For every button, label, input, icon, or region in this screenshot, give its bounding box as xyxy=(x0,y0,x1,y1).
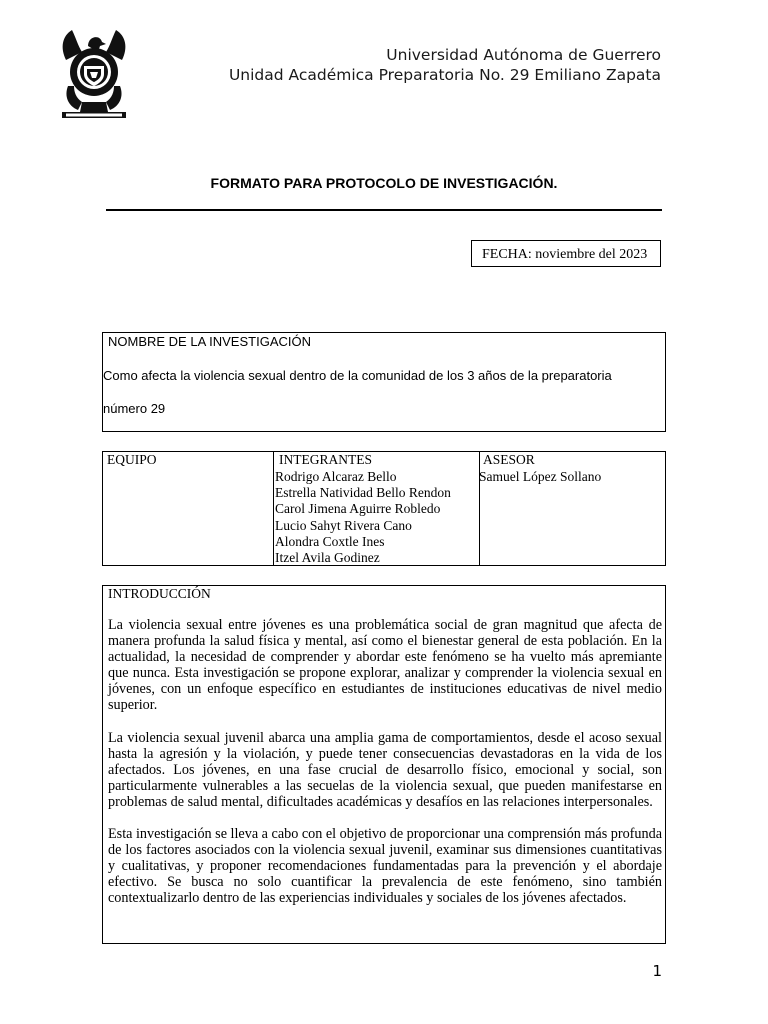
research-name-box xyxy=(102,332,666,432)
member-name: Estrella Natividad Bello Rendon xyxy=(275,485,451,501)
introduction-paragraph: La violencia sexual juvenil abarca una amplia gama de comportamientos, desde el acoso sexual hasta la agresión y la violación, y puede tener consecuencias devastadoras en la vida de los afectados. Los jóvenes, en una fase crucial de desarrollo físico, emocional y social, son particularmente vulnerables a las secuelas de la violencia sexual, que pueden manifestarse en problemas de salud mental, dificultades académicas y desafíos en las relaciones interpersonales. xyxy=(108,729,662,810)
member-name: Lucio Sahyt Rivera Cano xyxy=(275,517,412,533)
university-name: Universidad Autónoma de Guerrero xyxy=(386,46,661,64)
member-name: Itzel Avila Godinez xyxy=(275,550,380,566)
introduction-paragraph: Esta investigación se lleva a cabo con el objetivo de proporcionar una comprensión más profunda de los factores asociados con la violencia sexual juvenil, examinar sus dimensiones cuantitativas y cualitativas, y proponer recomendaciones fundamentadas para la prevención y el abordaje efectivo. Se busca no solo cuantificar la prevalencia de este fenómeno, sino también contextualizarlo dentro de las experiencias individuales y sociales de los jóvenes afectados. xyxy=(108,826,662,907)
members-column xyxy=(273,452,480,565)
members-list xyxy=(275,469,451,566)
research-name-line-2: número 29 xyxy=(103,401,166,416)
member-name: Carol Jimena Aguirre Robledo xyxy=(275,501,441,517)
member-name: Alondra Coxtle Ines xyxy=(275,533,385,549)
advisor-label: ASESOR xyxy=(483,452,535,467)
research-name-label: NOMBRE DE LA INVESTIGACIÓN xyxy=(108,334,311,349)
academic-unit-name: Unidad Académica Preparatoria No. 29 Emiliano Zapata xyxy=(228,66,661,84)
research-name-line-1: Como afecta la violencia sexual dentro de la comunidad de los 3 años de la preparatoria xyxy=(103,368,612,383)
member-name: Rodrigo Alcaraz Bello xyxy=(275,469,397,484)
introduction-paragraph: La violencia sexual entre jóvenes es una problemática social de gran magnitud que afecta de manera profunda la salud física y mental, así como el bienestar general de esta población. En la actualidad, la necesidad de comprender y abordar este fenómeno se ha vuelto más apremiante que nunca. Esta investigación se propone explorar, analizar y comprender la violencia sexual en jóvenes, con un enfoque específico en estudiantes de instituciones educativas de nivel medio superior. xyxy=(108,617,662,714)
institution-header xyxy=(229,45,661,85)
page-number: 1 xyxy=(652,962,662,980)
title-divider xyxy=(106,209,662,211)
members-label: INTEGRANTES xyxy=(279,452,372,467)
document-title: FORMATO PARA PROTOCOLO DE INVESTIGACIÓN. xyxy=(210,175,558,191)
advisor-column xyxy=(479,452,665,565)
date-box: FECHA: noviembre del 2023 xyxy=(471,240,661,267)
team-column xyxy=(103,452,274,565)
introduction-box xyxy=(102,585,666,944)
introduction-label: INTRODUCCIÓN xyxy=(108,586,211,601)
advisor-name: Samuel López Sollano xyxy=(479,469,602,484)
university-crest-icon xyxy=(58,26,130,120)
team-table xyxy=(102,451,666,566)
team-label: EQUIPO xyxy=(107,452,157,467)
